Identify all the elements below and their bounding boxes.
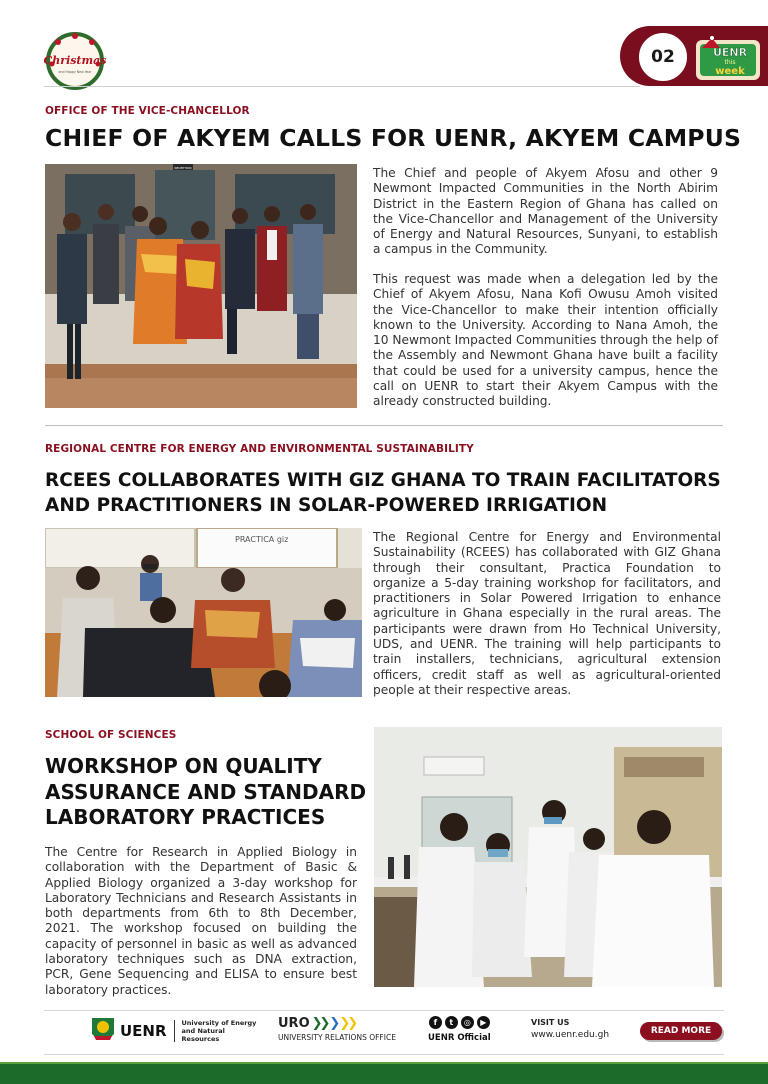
projector-text: PRACTICA giz (235, 535, 289, 544)
footer-top-divider (44, 1010, 724, 1011)
uro-wordmark: URO (278, 1016, 310, 1031)
instagram-icon[interactable]: ◎ (461, 1016, 474, 1029)
visit-us-label: VISIT US (531, 1018, 570, 1027)
week-logo-week: week (715, 66, 745, 77)
christmas-logo (44, 30, 106, 92)
article3-title-line2: ASSURANCE AND STANDARD (45, 779, 367, 804)
uenr-logo[interactable] (90, 1016, 262, 1046)
article3-title (45, 754, 366, 831)
uenr-full-name-line1: University of Energy (181, 1019, 257, 1027)
article3-title-line3: LABORATORY PRACTICES (45, 805, 326, 829)
article1-paragraph1: The Chief and people of Akyem Afosu and other 9 Newmont Impacted Communities in the North Abirim District in the Eastern Region of Ghana has called on the Vice-Chancellor and Management of the University of Energy and Natural Resources, Sunyani, to establish a campus in the Community. (373, 166, 718, 257)
footer-bottom-divider (44, 1054, 724, 1055)
article1-section-label: OFFICE OF THE VICE-CHANCELLOR (45, 105, 250, 117)
article2-section-label: REGIONAL CENTRE FOR ENERGY AND ENVIRONMENTAL SUSTAINABILITY (45, 443, 474, 455)
article2-photo (45, 528, 362, 697)
facebook-icon[interactable]: f (429, 1016, 442, 1029)
chevron-icon-yellow: ❯❯ (339, 1016, 356, 1031)
twitter-icon[interactable]: t (445, 1016, 458, 1029)
article2-title (45, 468, 721, 518)
footer-green-band (0, 1064, 768, 1084)
article3-photo (374, 727, 722, 987)
christmas-logo-subtext: and Happy New Year (58, 70, 92, 74)
article2-title-line2: AND PRACTITIONERS IN SOLAR-POWERED IRRIGATION (45, 495, 608, 516)
article3-paragraph: The Centre for Research in Applied Biology in collaboration with the Department of Basic & Applied Biology organized a 3-day workshop for Laboratory Technicians and Research Assistants in both departments from 6th to 8th December, 2021. The workshop focused on building the capacity of personnel in basic as well as advanced laboratory techniques such as DNA extraction, PCR, Gene Sequencing and ELISA to ensure best laboratory practices. (45, 845, 357, 997)
article2-title-line1: RCEES COLLABORATES WITH GIZ GHANA TO TRAIN FACILITATORS (45, 470, 721, 491)
week-logo-uenr: UENR (712, 46, 748, 59)
page-number: 02 (636, 30, 690, 84)
article1-paragraph2: This request was made when a delegation led by the Chief of Akyem Afosu, Nana Kofi Owusu Amoh visited the Vice-Chancellor to make their intention officially known to the University. According to Nana Amoh, the 10 Newmont Impacted Communities through the help of the Assembly and Newmont Ghana have built a facility that could be used for a university campus, hence the call on UENR to start their Akyem Campus with the already constructed building. (373, 272, 718, 409)
social-handle: UENR Official (428, 1033, 491, 1043)
uenr-full-name-line2: and Natural Resources (181, 1027, 225, 1043)
chevron-icon-green: ❯❯ (311, 1016, 328, 1031)
uenr-crest-icon (90, 1016, 116, 1046)
christmas-logo-text: Christmas (44, 54, 106, 67)
uenr-full-name (182, 1019, 262, 1043)
article1-title: CHIEF OF AKYEM CALLS FOR UENR, AKYEM CAMPUS (45, 124, 742, 152)
visit-us (531, 1018, 609, 1040)
section-divider-1 (45, 425, 723, 426)
header-divider (44, 86, 640, 87)
photo-reception-sign: RECEPTION (174, 166, 192, 170)
uro-logo[interactable] (278, 1016, 396, 1042)
read-more-button[interactable]: READ MORE (640, 1022, 722, 1040)
article3-section-label: SCHOOL OF SCIENCES (45, 729, 177, 741)
uenr-wordmark: UENR (120, 1022, 167, 1040)
social-links (428, 1016, 491, 1043)
youtube-icon[interactable]: ▶ (477, 1016, 490, 1029)
uenr-logo-separator (174, 1020, 175, 1042)
website-link[interactable]: www.uenr.edu.gh (531, 1030, 610, 1040)
uenr-this-week-logo (694, 36, 762, 84)
week-logo-this: this (724, 59, 736, 66)
article1-photo (45, 164, 357, 408)
article2-paragraph: The Regional Centre for Energy and Environmental Sustainability (RCEES) has collaborated with GIZ Ghana through their consultant, Practica Foundation to organize a 5-day training workshop for facilitators, and practitioners in Solar Powered Irrigation to enhance agriculture in Ghana especially in the rural areas. The participants were drawn from Ho Technical University, UDS, and UENR. The training will help participants to train installers, technicians, agricultural extension officers, credit staff as well as agricultural-oriented people at their respective areas. (373, 530, 721, 697)
uro-label: UNIVERSITY RELATIONS OFFICE (278, 1033, 396, 1042)
article3-title-line1: WORKSHOP ON QUALITY (45, 754, 322, 778)
chevron-icon-blue: ❯ (329, 1016, 338, 1031)
